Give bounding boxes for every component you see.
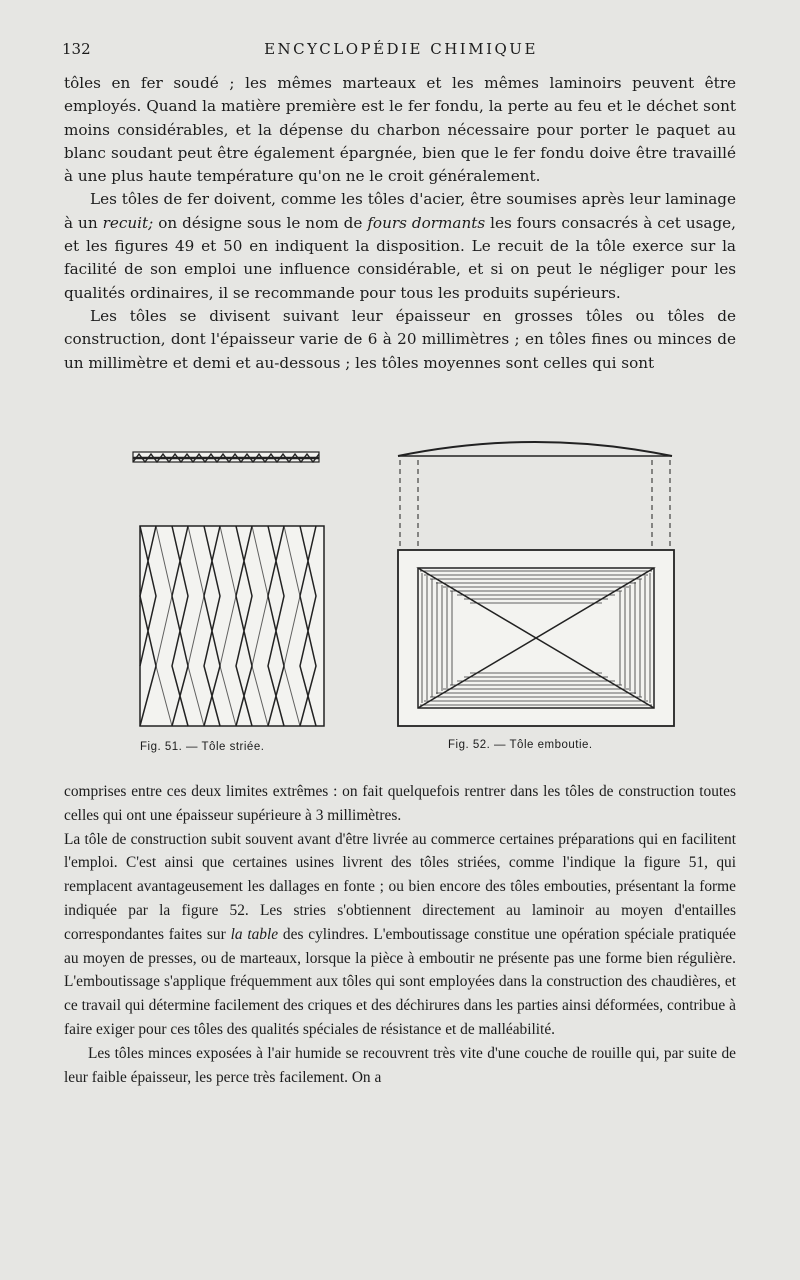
text-run: on désigne sous le nom de — [153, 213, 368, 232]
text-run: Les tôles de fer doivent, comme les tôles d'acier, être soumises après leur laminage à un — [64, 190, 736, 232]
figure-52-embossed-sheet — [398, 442, 674, 726]
paragraph — [64, 828, 736, 1042]
text-run: des cylindres. L'emboutissage constitue une opération spéciale pratiquée au moyen de presses, ou de marteaux, lorsque la pièce à emboutir ne présente pas une forme bien régulière. L'emboutissage s'applique fréquemment aux tôles qui sont employées dans la construction des chaudières, et ce travail qui détermine facilement des criques et des déchirures dans les parties ainsi déformées, contribue à faire exiger pour ces tôles des qualités spéciales de résistance et de malléabilité. — [64, 925, 737, 1038]
running-title: ENCYCLOPÉDIE CHIMIQUE — [264, 40, 538, 58]
fig51-profile-section — [133, 452, 319, 462]
figure-51-caption: Fig. 51. — Tôle striée. — [140, 741, 265, 753]
paragraph: Les tôles se divisent suivant leur épaisseur en grosses tôles ou tôles de construction, dont l'épaisseur varie de 6 à 20 millimètres ; en tôles fines ou minces de un millimètre et demi et au-dessous ; les tôles moyennes sont celles qui sont — [64, 306, 736, 372]
fig51-plate-view — [140, 526, 324, 726]
figure-51-striated-sheet — [0, 430, 800, 750]
italic-term: fours dormants — [367, 213, 486, 232]
page-number: 132 — [62, 40, 91, 58]
text-block-bottom — [64, 780, 736, 1089]
text-run: La tôle de construction subit souvent avant d'être livrée au commerce certaines préparations qui en facilitent l'emploi. C'est ainsi que certaines usines livrent des tôles striées, comme l'indique la figure 51, qui remplacent avantageusement les dallages en fonte ; ou bien encore des tôles embouties, présentant la forme indiquée par la figure 52. Les stries s'obtiennent directement au laminoir au moyen d'entailles correspondantes faites sur — [64, 830, 736, 943]
paragraph: comprises entre ces deux limites extrêmes : on fait quelquefois rentrer dans les tôles de construction toutes celles qui ont une épaisseur supérieure à 3 millimètres. — [64, 783, 736, 824]
text-run: les fours consacrés à cet usage, et les figures 49 et 50 en indiquent la disposition. Le recuit de la tôle exerce sur la facilité de son emploi une influence considérable, et si on peut le négliger pour les qualités ordinaires, il se recommande pour tous les produits supérieurs. — [64, 213, 736, 302]
page-header — [62, 40, 740, 60]
text-block-top — [64, 72, 736, 375]
figures-area — [0, 430, 800, 770]
paragraph: Les tôles minces exposées à l'air humide se recouvrent très vite d'une couche de rouille qui, par suite de leur faible épaisseur, les perce très facilement. On a — [64, 1044, 736, 1086]
italic-term: la table — [230, 925, 279, 943]
paragraph: tôles en fer soudé ; les mêmes marteaux et les mêmes laminoirs peuvent être employés. Quand la matière première est le fer fondu, la perte au feu et le déchet sont moins considérables, et la dépense du charbon nécessaire pour porter le paquet au blanc soudant peut être également épargnée, bien que le fer fondu doive être travaillé à une plus haute température qu'on ne le croit généralement. — [64, 74, 736, 186]
paragraph — [64, 188, 736, 304]
figure-52-caption: Fig. 52. — Tôle emboutie. — [448, 739, 593, 751]
italic-term: recuit; — [102, 213, 154, 232]
